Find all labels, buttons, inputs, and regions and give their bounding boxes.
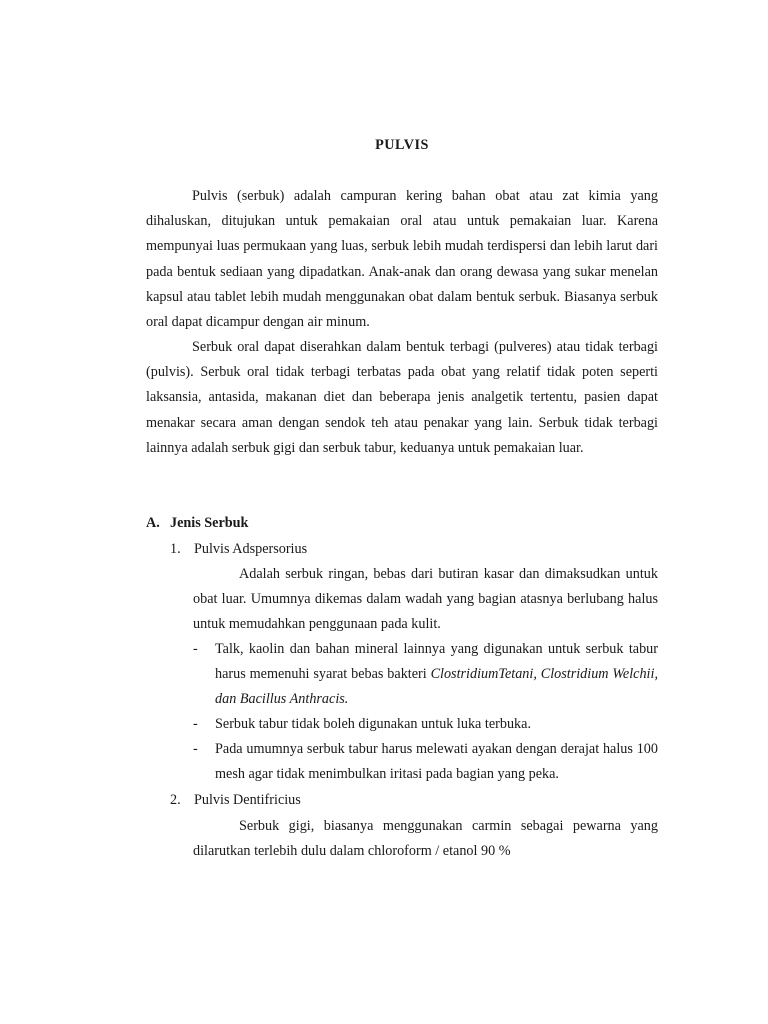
section-heading: [146, 511, 248, 536]
list-item-number: 2.: [170, 792, 181, 808]
item-description: Adalah serbuk ringan, bebas dari butiran kasar dan dimaksudkan untuk obat luar. Umumnya dikemas dalam wadah yang bagian atasnya berlubang halus untuk memudahkan penggunaan pada kulit.: [193, 566, 658, 633]
section-title: Jenis Serbuk: [170, 515, 249, 531]
oral-powder-paragraph: Serbuk oral dapat diserahkan dalam bentuk terbagi (pulveres) atau tidak terbagi (pulvis). Serbuk oral tidak terbagi terbatas pada obat yang relatif tidak poten seperti laksansia, antasida, makanan diet dan beberapa jenis analgetik tertentu, pasien dapat menakar secara aman dengan sendok teh atau penakar yang lain. Serbuk tidak terbagi lainnya adalah serbuk gigi dan serbuk tabur, keduanya untuk pemakaian luar.: [146, 339, 658, 456]
list-item-title: Pulvis Dentifricius: [194, 792, 301, 808]
item-description: Serbuk gigi, biasanya menggunakan carmin sebagai pewarna yang dilarutkan terlebih dulu dalam chloroform / etanol 90 %: [193, 818, 658, 860]
page-title: PULVIS: [375, 137, 429, 153]
list-item-heading: [170, 537, 307, 562]
intro-paragraph: Pulvis (serbuk) adalah campuran kering bahan obat atau zat kimia yang dihaluskan, ditujukan untuk pemakaian oral atau untuk pemakaian luar. Karena mempunyai luas permukaan yang luas, serbuk lebih mudah terdispersi dan lebih larut dari pada bentuk sediaan yang dipadatkan. Anak-anak dan orang dewasa yang sukar menelan kapsul atau tablet lebih mudah menggunakan obat dalam bentuk serbuk. Biasanya serbuk oral dapat dicampur dengan air minum.: [146, 188, 658, 331]
bullet-text: Serbuk tabur tidak boleh digunakan untuk luka terbuka.: [215, 716, 531, 732]
bullet-text: [215, 637, 658, 713]
section-number: A.: [146, 515, 160, 531]
list-item-heading: [170, 788, 301, 813]
bullet-plain-text: Talk, kaolin dan bahan mineral lainnya yang digunakan untuk serbuk tabur harus memenuhi syarat bebas bakteri: [215, 641, 658, 683]
list-item-number: 1.: [170, 541, 181, 557]
bullet-dash: -: [193, 741, 198, 757]
list-item-title: Pulvis Adspersorius: [194, 541, 308, 557]
bullet-dash: -: [193, 641, 198, 657]
bacteria-names: ClostridiumTetani, Clostridium Welchii, dan Bacillus Anthracis.: [215, 666, 658, 708]
bullet-item: [193, 712, 658, 737]
bullet-item: [193, 637, 658, 713]
bullet-text: Pada umumnya serbuk tabur harus melewati ayakan dengan derajat halus 100 mesh agar tidak menimbulkan iritasi pada bagian yang peka.: [215, 741, 658, 783]
bullet-dash: -: [193, 716, 198, 732]
bullet-item: [193, 737, 658, 787]
